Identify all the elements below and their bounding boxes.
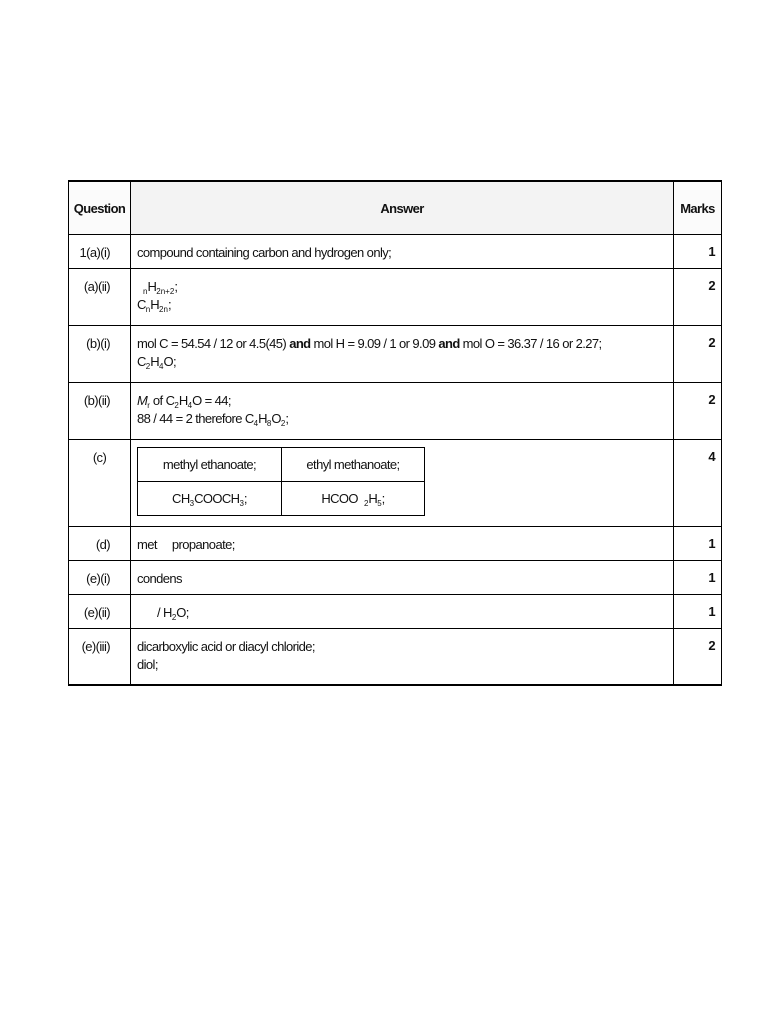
table-row [69, 326, 722, 383]
formula-line: 88 / 44 = 2 therefore $C_4H_8O_2$; [137, 411, 289, 428]
question-number: (d) [69, 527, 131, 561]
table-row [69, 561, 722, 595]
answer-header: Answer [131, 181, 674, 235]
calculation-line: mol C = 54.54 / 12 or 4.5(45) and mol H = 9.09 / 1 or 9.09 and mol O = 36.37 / 16 or 2.27; [137, 336, 602, 351]
marks-value: 1 [674, 235, 722, 269]
answer-text: / $H_2O$; [131, 595, 674, 629]
ester-name-1: methyl ethanoate; [138, 448, 282, 482]
ester-name-2: ethyl methanoate; [282, 448, 425, 482]
question-number: 1(a)(i) [69, 235, 131, 269]
table-row [69, 595, 722, 629]
answer-text: compound containing carbon and hydrogen only; [131, 235, 674, 269]
table-row [69, 383, 722, 440]
question-number: (b)(i) [69, 326, 131, 383]
table-row [69, 527, 722, 561]
formula-line-2: $C_nH_{2n}$; [137, 297, 171, 314]
marks-header: Marks [674, 181, 722, 235]
marks-value: 1 [674, 561, 722, 595]
answer-line-2: diol; [137, 657, 158, 672]
formula-line: $C_2H_4O$; [137, 354, 177, 371]
marks-value: 2 [674, 629, 722, 685]
answer-line-1: dicarboxylic acid or diacyl chloride; [137, 639, 315, 654]
header-row [69, 181, 722, 235]
marks-value: 2 [674, 269, 722, 326]
marks-value: 1 [674, 595, 722, 629]
table-row [69, 269, 722, 326]
marks-value: 4 [674, 440, 722, 527]
answer-text: met propanoate; [131, 527, 674, 561]
marks-value: 2 [674, 383, 722, 440]
ester-formula-1: $CH_3COOCH_3$; [138, 482, 282, 516]
ester-table [137, 447, 425, 516]
question-number: (e)(i) [69, 561, 131, 595]
answer-text: condens [131, 561, 674, 595]
question-number: (b)(ii) [69, 383, 131, 440]
question-number: (e)(iii) [69, 629, 131, 685]
mark-scheme-table [68, 180, 722, 686]
question-number: (a)(ii) [69, 269, 131, 326]
table-row [69, 235, 722, 269]
answer-text [131, 269, 674, 326]
marks-value: 2 [674, 326, 722, 383]
question-number: (c) [69, 440, 131, 527]
table-row [69, 440, 722, 527]
marks-value: 1 [674, 527, 722, 561]
question-header: Question [69, 181, 131, 235]
question-number: (e)(ii) [69, 595, 131, 629]
ester-formula-2: HCOO $_2H_5$; [282, 482, 425, 516]
answer-text [131, 383, 674, 440]
answer-cell [131, 440, 674, 527]
answer-text [131, 326, 674, 383]
mr-line: $M_r$ of $C_2H_4O = 44$; [137, 393, 231, 410]
formula-line-1: $_nH_{2n+2}$; [143, 279, 178, 296]
table-row [69, 629, 722, 685]
answer-text [131, 629, 674, 685]
